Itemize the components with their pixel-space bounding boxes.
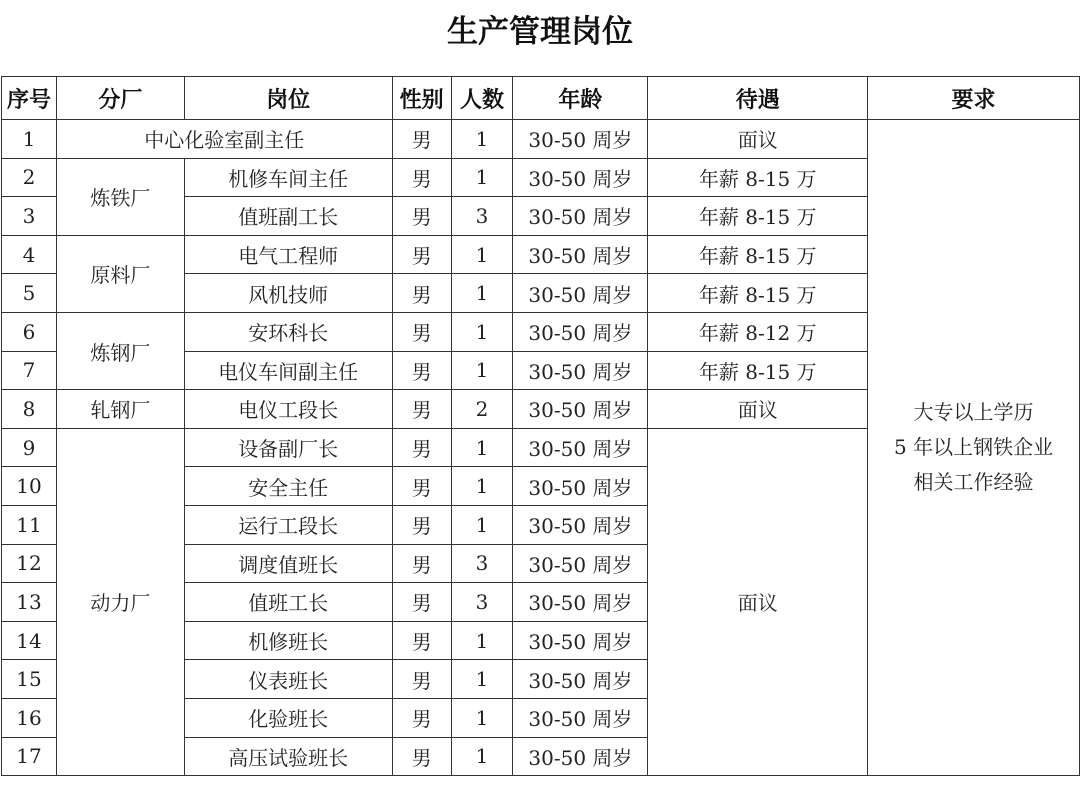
age-cell: 30-50 周岁 (513, 351, 648, 390)
count-cell: 1 (451, 274, 513, 313)
position-cell: 高压试验班长 (184, 737, 392, 776)
row-number: 12 (2, 544, 57, 583)
row-number: 17 (2, 737, 57, 776)
pay-cell: 年薪 8-15 万 (648, 158, 868, 197)
count-cell: 3 (451, 544, 513, 583)
count-cell: 1 (451, 467, 513, 506)
header-cell: 岗位 (184, 77, 392, 120)
row-number: 8 (2, 390, 57, 429)
position-cell: 调度值班长 (184, 544, 392, 583)
header-cell: 序号 (2, 77, 57, 120)
position-cell: 化验班长 (184, 698, 392, 737)
count-cell: 1 (451, 158, 513, 197)
position-cell: 电气工程师 (184, 235, 392, 274)
age-cell: 30-50 周岁 (513, 390, 648, 429)
row-number: 16 (2, 698, 57, 737)
age-cell: 30-50 周岁 (513, 158, 648, 197)
factory-cell: 原料厂 (56, 235, 184, 312)
requirement-line: 大专以上学历 (913, 400, 1034, 425)
gender-cell: 男 (392, 158, 451, 197)
row-number: 1 (2, 120, 57, 159)
gender-cell: 男 (392, 274, 451, 313)
row-number: 15 (2, 660, 57, 699)
age-cell: 30-50 周岁 (513, 235, 648, 274)
age-cell: 30-50 周岁 (513, 544, 648, 583)
age-cell: 30-50 周岁 (513, 120, 648, 159)
factory-cell: 动力厂 (56, 428, 184, 775)
header-cell: 性别 (392, 77, 451, 120)
age-cell: 30-50 周岁 (513, 505, 648, 544)
count-cell: 3 (451, 583, 513, 622)
count-cell: 1 (451, 621, 513, 660)
gender-cell: 男 (392, 428, 451, 467)
pay-cell: 面议 (648, 120, 868, 159)
header-cell: 待遇 (648, 77, 868, 120)
age-cell: 30-50 周岁 (513, 583, 648, 622)
row-number: 2 (2, 158, 57, 197)
position-cell: 值班工长 (184, 583, 392, 622)
age-cell: 30-50 周岁 (513, 197, 648, 236)
requirement-line: 相关工作经验 (913, 470, 1034, 495)
gender-cell: 男 (392, 544, 451, 583)
position-cell: 中心化验室副主任 (56, 120, 392, 159)
gender-cell: 男 (392, 737, 451, 776)
count-cell: 1 (451, 737, 513, 776)
age-cell: 30-50 周岁 (513, 698, 648, 737)
row-number: 3 (2, 197, 57, 236)
gender-cell: 男 (392, 351, 451, 390)
pay-cell: 面议 (648, 428, 868, 775)
pay-cell: 年薪 8-15 万 (648, 274, 868, 313)
gender-cell: 男 (392, 698, 451, 737)
row-number: 6 (2, 312, 57, 351)
position-cell: 安全主任 (184, 467, 392, 506)
position-cell: 机修车间主任 (184, 158, 392, 197)
row-number: 14 (2, 621, 57, 660)
position-cell: 电仪工段长 (184, 390, 392, 429)
count-cell: 1 (451, 428, 513, 467)
requirement-cell (868, 120, 1080, 776)
gender-cell: 男 (392, 467, 451, 506)
table-row (2, 120, 1080, 159)
pay-cell: 年薪 8-15 万 (648, 197, 868, 236)
position-cell: 运行工段长 (184, 505, 392, 544)
pay-cell: 年薪 8-12 万 (648, 312, 868, 351)
age-cell: 30-50 周岁 (513, 737, 648, 776)
header-row (2, 77, 1080, 120)
count-cell: 3 (451, 197, 513, 236)
pay-cell: 面议 (648, 390, 868, 429)
gender-cell: 男 (392, 235, 451, 274)
position-cell: 值班副工长 (184, 197, 392, 236)
factory-cell: 轧钢厂 (56, 390, 184, 429)
count-cell: 1 (451, 235, 513, 274)
row-number: 7 (2, 351, 57, 390)
count-cell: 1 (451, 505, 513, 544)
count-cell: 1 (451, 312, 513, 351)
gender-cell: 男 (392, 660, 451, 699)
position-cell: 仪表班长 (184, 660, 392, 699)
requirement-line: 5 年以上钢铁企业 (894, 435, 1054, 460)
row-number: 9 (2, 428, 57, 467)
gender-cell: 男 (392, 583, 451, 622)
count-cell: 2 (451, 390, 513, 429)
row-number: 5 (2, 274, 57, 313)
page-title: 生产管理岗位 (447, 14, 633, 50)
factory-cell: 炼铁厂 (56, 158, 184, 235)
row-number: 4 (2, 235, 57, 274)
gender-cell: 男 (392, 312, 451, 351)
gender-cell: 男 (392, 197, 451, 236)
count-cell: 1 (451, 698, 513, 737)
position-cell: 设备副厂长 (184, 428, 392, 467)
gender-cell: 男 (392, 505, 451, 544)
count-cell: 1 (451, 120, 513, 159)
age-cell: 30-50 周岁 (513, 467, 648, 506)
header-cell: 分厂 (56, 77, 184, 120)
row-number: 10 (2, 467, 57, 506)
row-number: 13 (2, 583, 57, 622)
age-cell: 30-50 周岁 (513, 312, 648, 351)
pay-cell: 年薪 8-15 万 (648, 351, 868, 390)
row-number: 11 (2, 505, 57, 544)
pay-cell: 年薪 8-15 万 (648, 235, 868, 274)
header-cell: 要求 (868, 77, 1080, 120)
position-cell: 安环科长 (184, 312, 392, 351)
gender-cell: 男 (392, 390, 451, 429)
header-cell: 年龄 (513, 77, 648, 120)
age-cell: 30-50 周岁 (513, 660, 648, 699)
gender-cell: 男 (392, 120, 451, 159)
count-cell: 1 (451, 351, 513, 390)
factory-cell: 炼钢厂 (56, 312, 184, 389)
position-cell: 风机技师 (184, 274, 392, 313)
job-table (1, 76, 1080, 776)
position-cell: 机修班长 (184, 621, 392, 660)
count-cell: 1 (451, 660, 513, 699)
age-cell: 30-50 周岁 (513, 274, 648, 313)
age-cell: 30-50 周岁 (513, 428, 648, 467)
header-cell: 人数 (451, 77, 513, 120)
age-cell: 30-50 周岁 (513, 621, 648, 660)
gender-cell: 男 (392, 621, 451, 660)
position-cell: 电仪车间副主任 (184, 351, 392, 390)
